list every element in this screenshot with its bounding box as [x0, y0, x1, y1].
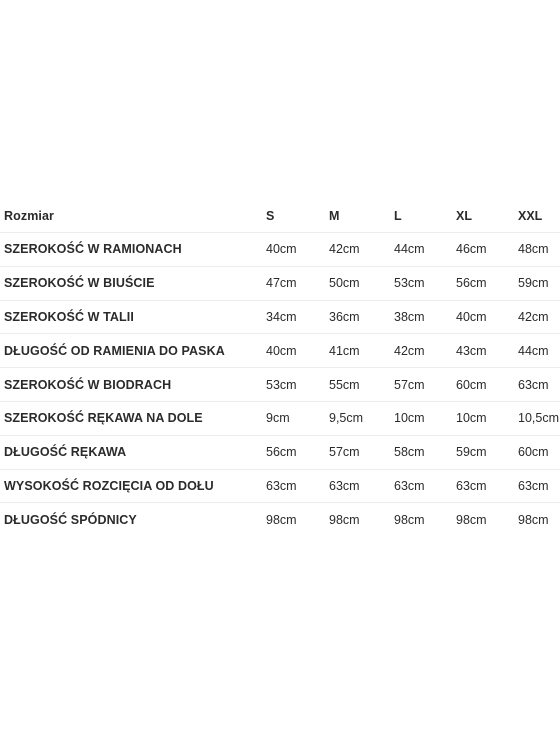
row-value: 63cm: [518, 377, 549, 392]
header-corner-label: Rozmiar: [4, 208, 55, 223]
row-value: 98cm: [266, 513, 297, 528]
row-label: DŁUGOŚĆ OD RAMIENIA DO PASKA: [4, 343, 225, 358]
row-label: WYSOKOŚĆ ROZCIĘCIA OD DOŁU: [4, 478, 214, 493]
row-value: 42cm: [394, 343, 425, 358]
row-value: 48cm: [518, 242, 549, 257]
row-value: 59cm: [456, 445, 487, 460]
row-value: 43cm: [456, 343, 487, 358]
row-label: SZEROKOŚĆ W BIUŚCIE: [4, 276, 155, 291]
row-value: 63cm: [266, 478, 297, 493]
table-header-row: [0, 199, 560, 233]
row-value: 56cm: [266, 445, 297, 460]
row-value: 50cm: [329, 276, 360, 291]
row-value: 98cm: [456, 513, 487, 528]
table-row: [0, 368, 560, 402]
row-value: 47cm: [266, 276, 297, 291]
header-size-xl: XL: [456, 208, 472, 223]
row-value: 63cm: [518, 478, 549, 493]
size-chart-table: [0, 199, 560, 537]
table-row: [0, 334, 560, 368]
row-value: 9,5cm: [329, 411, 364, 426]
table-row: [0, 267, 560, 301]
header-size-l: L: [394, 208, 402, 223]
row-value: 57cm: [329, 445, 360, 460]
row-value: 40cm: [266, 343, 297, 358]
table-row: [0, 436, 560, 470]
table-row: [0, 470, 560, 504]
row-value: 55cm: [329, 377, 360, 392]
row-value: 63cm: [394, 478, 425, 493]
row-label: SZEROKOŚĆ RĘKAWA NA DOLE: [4, 411, 203, 426]
row-label: SZEROKOŚĆ W TALII: [4, 309, 134, 324]
row-value: 46cm: [456, 242, 487, 257]
row-value: 42cm: [518, 309, 549, 324]
row-value: 60cm: [518, 445, 549, 460]
row-value: 53cm: [266, 377, 297, 392]
table-row: [0, 402, 560, 436]
row-value: 10,5cm: [518, 411, 559, 426]
row-value: 44cm: [518, 343, 549, 358]
row-value: 63cm: [456, 478, 487, 493]
table-row: [0, 233, 560, 267]
row-value: 98cm: [394, 513, 425, 528]
row-value: 36cm: [329, 309, 360, 324]
row-value: 59cm: [518, 276, 549, 291]
row-label: SZEROKOŚĆ W BIODRACH: [4, 377, 172, 392]
row-value: 56cm: [456, 276, 487, 291]
row-value: 42cm: [329, 242, 360, 257]
header-size-s: S: [266, 208, 275, 223]
row-label: DŁUGOŚĆ SPÓDNICY: [4, 513, 137, 528]
row-label: DŁUGOŚĆ RĘKAWA: [4, 445, 127, 460]
table-row: [0, 301, 560, 335]
row-value: 57cm: [394, 377, 425, 392]
row-value: 40cm: [456, 309, 487, 324]
row-value: 9cm: [266, 411, 290, 426]
header-size-m: M: [329, 208, 340, 223]
row-value: 98cm: [518, 513, 549, 528]
row-value: 10cm: [394, 411, 425, 426]
row-value: 44cm: [394, 242, 425, 257]
row-value: 58cm: [394, 445, 425, 460]
row-value: 41cm: [329, 343, 360, 358]
row-value: 10cm: [456, 411, 487, 426]
row-value: 53cm: [394, 276, 425, 291]
row-value: 38cm: [394, 309, 425, 324]
header-size-xxl: XXL: [518, 208, 543, 223]
row-value: 63cm: [329, 478, 360, 493]
row-value: 60cm: [456, 377, 487, 392]
table-row: [0, 503, 560, 537]
row-label: SZEROKOŚĆ W RAMIONACH: [4, 242, 182, 257]
row-value: 40cm: [266, 242, 297, 257]
row-value: 34cm: [266, 309, 297, 324]
row-value: 98cm: [329, 513, 360, 528]
